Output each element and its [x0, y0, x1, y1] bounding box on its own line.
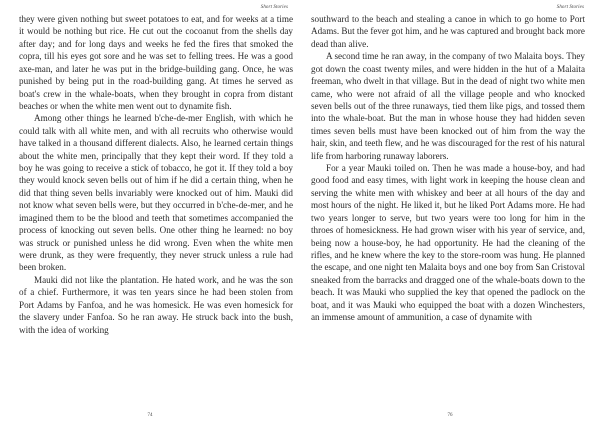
- right-page: [300, 0, 600, 424]
- running-head: Short Stories: [556, 5, 584, 10]
- paragraph: southward to the beach and stealing a canoe in which to go home to Port Adams. But the fever got him, and he was captured and brought back more dead than alive.: [311, 14, 585, 49]
- body-text: [311, 13, 585, 324]
- paragraph: they were given nothing but sweet potatoes to eat, and for weeks at a time it would be nothing but rice. He cut out the cocoanut from the shells day after day; and for long days and weeks he fed the fires that smoked the copra, till his eyes got sore and he was set to felling trees. He was a good axe-man, and later he was put in the bridge-building gang. Once, he was punished by being put in the road-building gang. At times he served as boat's crew in the whale-boats, when they brought in copra from distant beaches or when the white men went out to dynamite fish.: [19, 14, 293, 111]
- running-head: Short Stories: [260, 5, 288, 10]
- paragraph: A second time he ran away, in the company of two Malaita boys. They got down the coast twenty miles, and were hidden in the hut of a Malaita freeman, who dwelt in that village. But in the dead of night two white men came, who were not afraid of all the village people and who knocked seven bells out of the three runaways, tied them like pigs, and tossed them into the whale-boat. But the man in whose house they had hidden seven times seven bells must have been knocked out of him from the way the hair, skin, and teeth flew, and he was discouraged for the rest of his natural life from harboring runaway laborers.: [311, 51, 585, 161]
- paragraph: Mauki did not like the plantation. He hated work, and he was the son of a chief. Furthermore, it was ten years since he had been stolen from Port Adams by Fanfoa, and he was homesick. He was even homesick for the slavery under Fanfoa. So he ran away. He struck back into the bush, with the idea of working: [19, 274, 293, 335]
- page-number: 74: [147, 413, 153, 418]
- paragraph: Among other things he learned b'che-de-mer English, with which he could talk with all white men, and with all recruits who otherwise would have talked in a thousand different dialects. Also, he learned certain things about the white men, principally that they kept their word. If they told a boy he was going to receive a stick of tobacco, he got it. If they told a boy they would knock seven bells out of him if he did a certain thing, when he did that thing seven bells invariably were knocked out of him. Mauki did not know what seven bells were, but they occurred in b'che-de-mer, and he imagined them to be the blood and teeth that sometimes accompanied the process of knocking out seven bells. One other thing he learned: no boy was struck or punished unless he did wrong. Even when the white men were drunk, as they were frequently, they never struck unless a rule had been broken.: [19, 113, 293, 273]
- body-text: [19, 13, 293, 336]
- page-number: 76: [447, 413, 453, 418]
- paragraph: For a year Mauki toiled on. Then he was made a house-boy, and had good food and easy times, with light work in keeping the house clean and serving the white men with whiskey and beer at all hours of the day and most hours of the night. He liked it, but he liked Port Adams more. He had two years longer to serve, but two years were too long for him in the throes of homesickness. He had grown wiser with his year of service, and, being now a house-boy, he had opportunity. He had the cleaning of the rifles, and he knew where the key to the store-room was hung. He planned the escape, and one night ten Malaita boys and one boy from San Cristoval sneaked from the barracks and dragged one of the whale-boats down to the beach. It was Mauki who supplied the key that opened the padlock on the boat, and it was Mauki who equipped the boat with a dozen Winchesters, an immense amount of ammunition, a case of dynamite with: [311, 163, 585, 323]
